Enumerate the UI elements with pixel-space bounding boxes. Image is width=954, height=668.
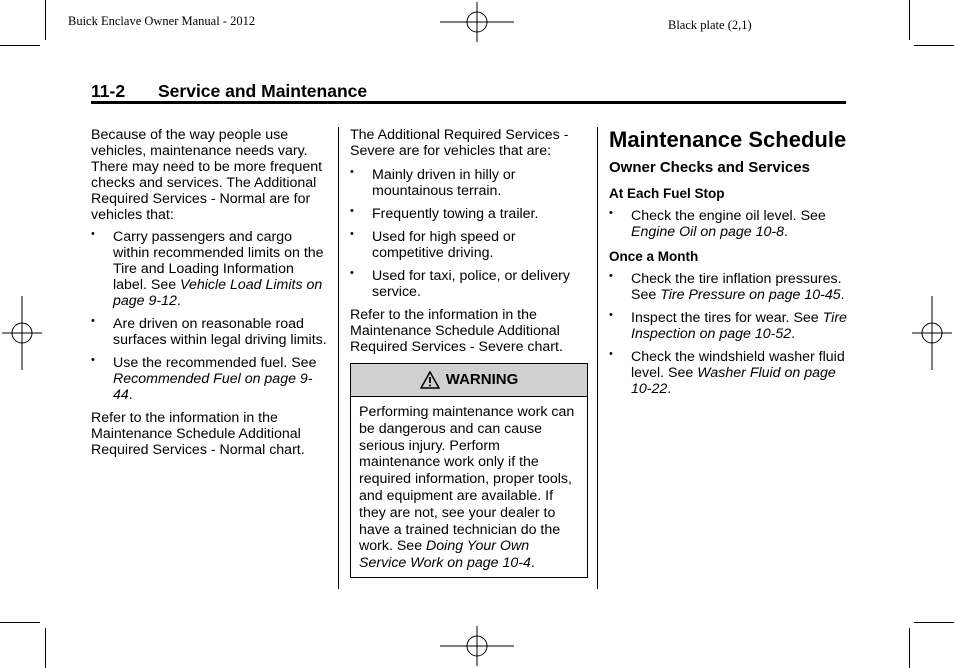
running-header-left: Buick Enclave Owner Manual - 2012: [68, 14, 256, 28]
warning-end: .: [530, 555, 535, 572]
page-title: Maintenance Schedule: [609, 127, 847, 152]
list-item-text: Frequently towing a trailer.: [372, 206, 539, 222]
crop-mark: [914, 45, 954, 46]
warning-label: WARNING: [445, 371, 519, 388]
cross-reference-link[interactable]: Vehicle Load Limits on page 9-12: [113, 277, 323, 309]
registration-mark-icon: [440, 626, 514, 666]
bullet-icon: •: [609, 207, 613, 219]
subsection-heading: Owner Checks and Services: [609, 159, 810, 176]
crop-mark: [45, 0, 46, 40]
section-heading: [91, 81, 367, 102]
intro-paragraph: Because of the way people use vehicles, maintenance needs vary. There may need to be more frequent checks and services. The Additional Required Services - Normal are for vehicles that:: [91, 127, 323, 223]
warning-text: Performing maintenance work can be dangerous and can cause serious injury. Perform maintenance work only if the required information, proper tools, and equipment are available. If they are not, see your dealer to have a trained technician do the work. See: [359, 404, 575, 555]
list-item: [350, 268, 588, 300]
list-item: [91, 355, 327, 403]
crop-mark: [909, 0, 910, 40]
cross-reference-link[interactable]: Recommended Fuel on page 9-44: [113, 371, 313, 403]
fuel-stop-heading: At Each Fuel Stop: [609, 186, 725, 201]
column-divider: [597, 127, 598, 589]
list-item-text: Inspect the tires for wear. See: [631, 310, 823, 326]
list-item-end: .: [176, 293, 181, 309]
cross-reference-link[interactable]: Tire Inspection on page 10-52: [631, 310, 847, 342]
list-item: [350, 167, 588, 199]
bullet-icon: •: [350, 228, 354, 240]
crop-mark: [909, 628, 910, 668]
section-title: Service and Maintenance: [158, 81, 368, 101]
section-rule: [91, 101, 846, 104]
crop-mark: [0, 622, 40, 623]
list-item-text: Used for high speed or competitive driving.: [372, 229, 516, 261]
registration-mark-icon: [440, 2, 514, 42]
list-item: [609, 310, 849, 342]
bullet-icon: •: [609, 348, 613, 360]
running-header-right: Black plate (2,1): [668, 18, 752, 32]
list-item-text: Carry passengers and cargo within recommended limits on the Tire and Loading Information label. See: [113, 229, 324, 293]
list-item: [350, 206, 588, 222]
column-3: [609, 127, 849, 404]
list-item: [609, 349, 849, 397]
bullet-icon: •: [350, 205, 354, 217]
list-item: [609, 271, 849, 303]
list-item: [91, 316, 327, 348]
list-item-end: .: [128, 387, 133, 403]
list-item-end: .: [791, 326, 796, 342]
column-divider: [338, 127, 339, 589]
list-item-text: Check the engine oil level. See: [631, 208, 826, 224]
list-item-end: .: [784, 224, 788, 240]
cross-reference-link[interactable]: Washer Fluid on page 10-22: [631, 365, 836, 397]
crop-mark: [45, 628, 46, 668]
intro-paragraph: The Additional Required Services - Severe are for vehicles that are:: [350, 127, 569, 159]
bullet-icon: •: [609, 309, 613, 321]
list-item-text: Used for taxi, police, or delivery service.: [372, 268, 570, 300]
list-item-text: Check the tire inflation pressures. See: [631, 271, 842, 303]
list-item-text: Are driven on reasonable road surfaces within legal driving limits.: [113, 316, 327, 348]
list-item-end: .: [667, 381, 672, 397]
list-item-end: .: [840, 287, 845, 303]
bullet-icon: •: [609, 270, 613, 282]
registration-mark-icon: [2, 296, 42, 370]
warning-header: [351, 364, 587, 397]
list-item: [609, 208, 849, 240]
cross-reference-link[interactable]: Tire Pressure on page 10-45: [660, 287, 841, 303]
crop-mark: [0, 45, 40, 46]
warning-body: [351, 397, 587, 577]
outro-paragraph: Refer to the information in the Maintenance Schedule Additional Required Services - Severe chart.: [350, 307, 563, 355]
cross-reference-link[interactable]: Doing Your Own Service Work on page 10-4: [359, 538, 531, 572]
list-item: [350, 229, 588, 261]
warning-triangle-icon: [420, 371, 440, 389]
list-item: [91, 229, 327, 309]
section-number: 11-2: [91, 81, 126, 101]
column-2: [350, 127, 588, 578]
outro-paragraph: Refer to the information in the Maintenance Schedule Additional Required Services - Normal chart.: [91, 410, 305, 458]
bullet-icon: •: [350, 267, 354, 279]
cross-reference-link[interactable]: Engine Oil on page 10-8: [631, 224, 785, 240]
list-item-text: Mainly driven in hilly or mountainous terrain.: [372, 167, 516, 199]
warning-box: [350, 363, 588, 578]
column-1: [91, 127, 327, 464]
list-item-text: Use the recommended fuel. See: [113, 355, 317, 371]
list-item-text: Check the windshield washer fluid level. See: [631, 349, 845, 381]
crop-mark: [914, 622, 954, 623]
bullet-icon: •: [91, 354, 95, 366]
registration-mark-icon: [912, 296, 952, 370]
bullet-icon: •: [350, 166, 354, 178]
monthly-heading: Once a Month: [609, 249, 699, 264]
bullet-icon: •: [91, 228, 95, 240]
bullet-icon: •: [91, 315, 95, 327]
